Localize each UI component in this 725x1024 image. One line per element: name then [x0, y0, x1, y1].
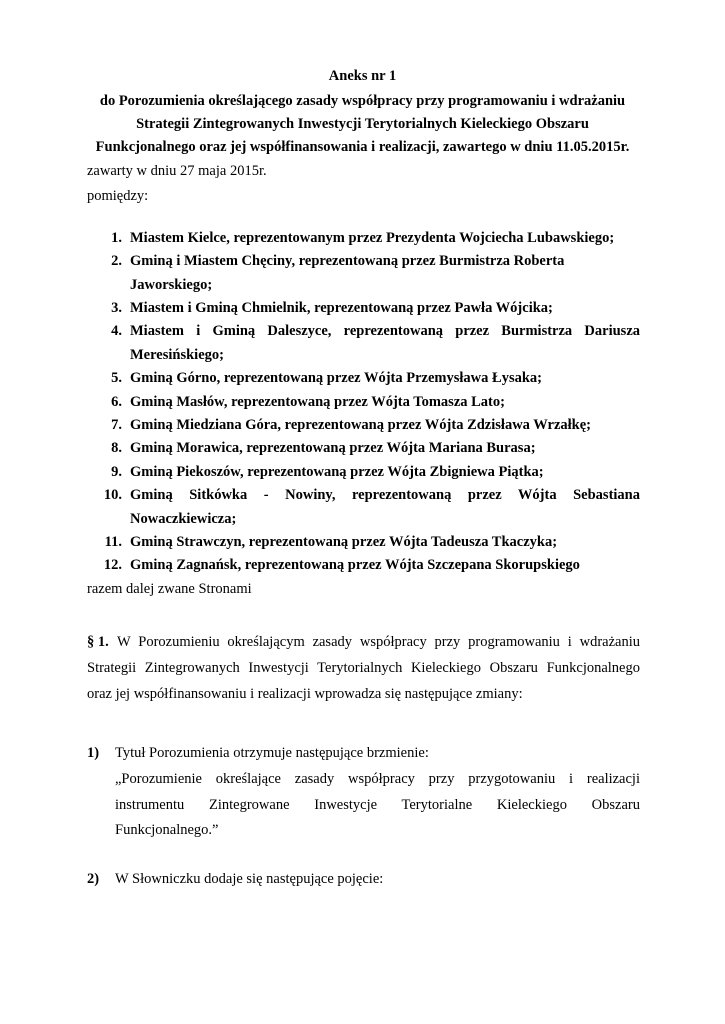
change-text: Tytuł Porozumienia otrzymuje następujące brzmienie: — [115, 745, 429, 761]
document-subtitle-line: Strategii Zintegrowanych Inwestycji Terytorialnych Kieleckiego Obszaru — [136, 116, 589, 132]
list-item: Gminą Górno, reprezentowaną przez Wójta Przemysława Łysaka; — [130, 370, 542, 386]
list-item-continuation: Nowaczkiewicza; — [130, 511, 237, 527]
list-item-continuation: Jaworskiego; — [130, 277, 213, 293]
section-text-line: oraz jej współfinansowaniu i realizacji wprowadza się następujące zmiany: — [87, 686, 523, 702]
list-item-number: 6. — [111, 394, 122, 410]
list-item-number: 1. — [111, 230, 122, 246]
list-item: Gminą Strawczyn, reprezentowaną przez Wójta Tadeusza Tkaczyka; — [130, 534, 558, 550]
list-item: Miastem i Gminą Daleszyce, reprezentowaną przez Burmistrza Dariusza — [130, 323, 640, 339]
between-label: pomiędzy: — [87, 188, 149, 204]
document-subtitle-line: do Porozumienia określającego zasady współpracy przy programowaniu i wdrażaniu — [99, 93, 626, 109]
quote-line: Funkcjonalnego.” — [115, 822, 219, 838]
change-text: W Słowniczku dodaje się następujące pojęcie: — [115, 871, 384, 887]
list-item: Gminą Sitkówka - Nowiny, reprezentowaną przez Wójta Sebastiana — [130, 487, 640, 503]
list-item: Gminą i Miastem Chęciny, reprezentowaną przez Burmistrza Roberta — [130, 253, 565, 269]
list-item-number: 4. — [111, 323, 122, 339]
parties-closing: razem dalej zwane Stronami — [87, 581, 252, 597]
list-item-number: 9. — [111, 464, 122, 480]
list-item: Gminą Masłów, reprezentowaną przez Wójta Tomasza Lato; — [130, 394, 505, 410]
list-item: Gminą Miedziana Góra, reprezentowaną przez Wójta Zdzisława Wrzałkę; — [130, 417, 591, 433]
list-item-number: 2. — [111, 253, 122, 269]
section-text-line: Strategii Zintegrowanych Inwestycji Terytorialnych Kieleckiego Obszaru Funkcjonalnego — [87, 660, 640, 676]
change-number: 1) — [87, 745, 100, 761]
quote-line: instrumentu Zintegrowane Inwestycje Terytorialne Kieleckiego Obszaru — [115, 797, 640, 813]
list-item-number: 8. — [111, 440, 122, 456]
quote-line: „Porozumienie określające zasady współpracy przy przygotowaniu i realizacji — [115, 771, 640, 787]
section-mark: § 1. — [87, 634, 109, 650]
list-item: Gminą Zagnańsk, reprezentowaną przez Wójta Szczepana Skorupskiego — [130, 557, 580, 573]
list-item-number: 10. — [103, 487, 122, 503]
list-item: Gminą Piekoszów, reprezentowaną przez Wójta Zbigniewa Piątka; — [130, 464, 544, 480]
list-item-number: 11. — [104, 534, 122, 550]
list-item-number: 5. — [111, 370, 122, 386]
list-item-number: 7. — [111, 417, 122, 433]
list-item: Gminą Morawica, reprezentowaną przez Wójta Mariana Burasa; — [130, 440, 536, 456]
list-item-continuation: Meresińskiego; — [130, 347, 224, 363]
list-item: Miastem i Gminą Chmielnik, reprezentowaną przez Pawła Wójcika; — [130, 300, 553, 316]
list-item: Miastem Kielce, reprezentowanym przez Prezydenta Wojciecha Lubawskiego; — [130, 230, 615, 246]
list-item-number: 12. — [103, 557, 122, 573]
document-title: Aneks nr 1 — [328, 68, 397, 84]
date-line: zawarty w dniu 27 maja 2015r. — [87, 163, 267, 179]
document-subtitle-line: Funkcjonalnego oraz jej współfinansowania i realizacji, zawartego w dniu 11.05.2015r. — [95, 139, 630, 155]
list-item-number: 3. — [111, 300, 122, 316]
section-text-line: W Porozumieniu określającym zasady współpracy przy programowaniu i wdrażaniu — [117, 634, 640, 650]
change-number: 2) — [87, 871, 100, 887]
